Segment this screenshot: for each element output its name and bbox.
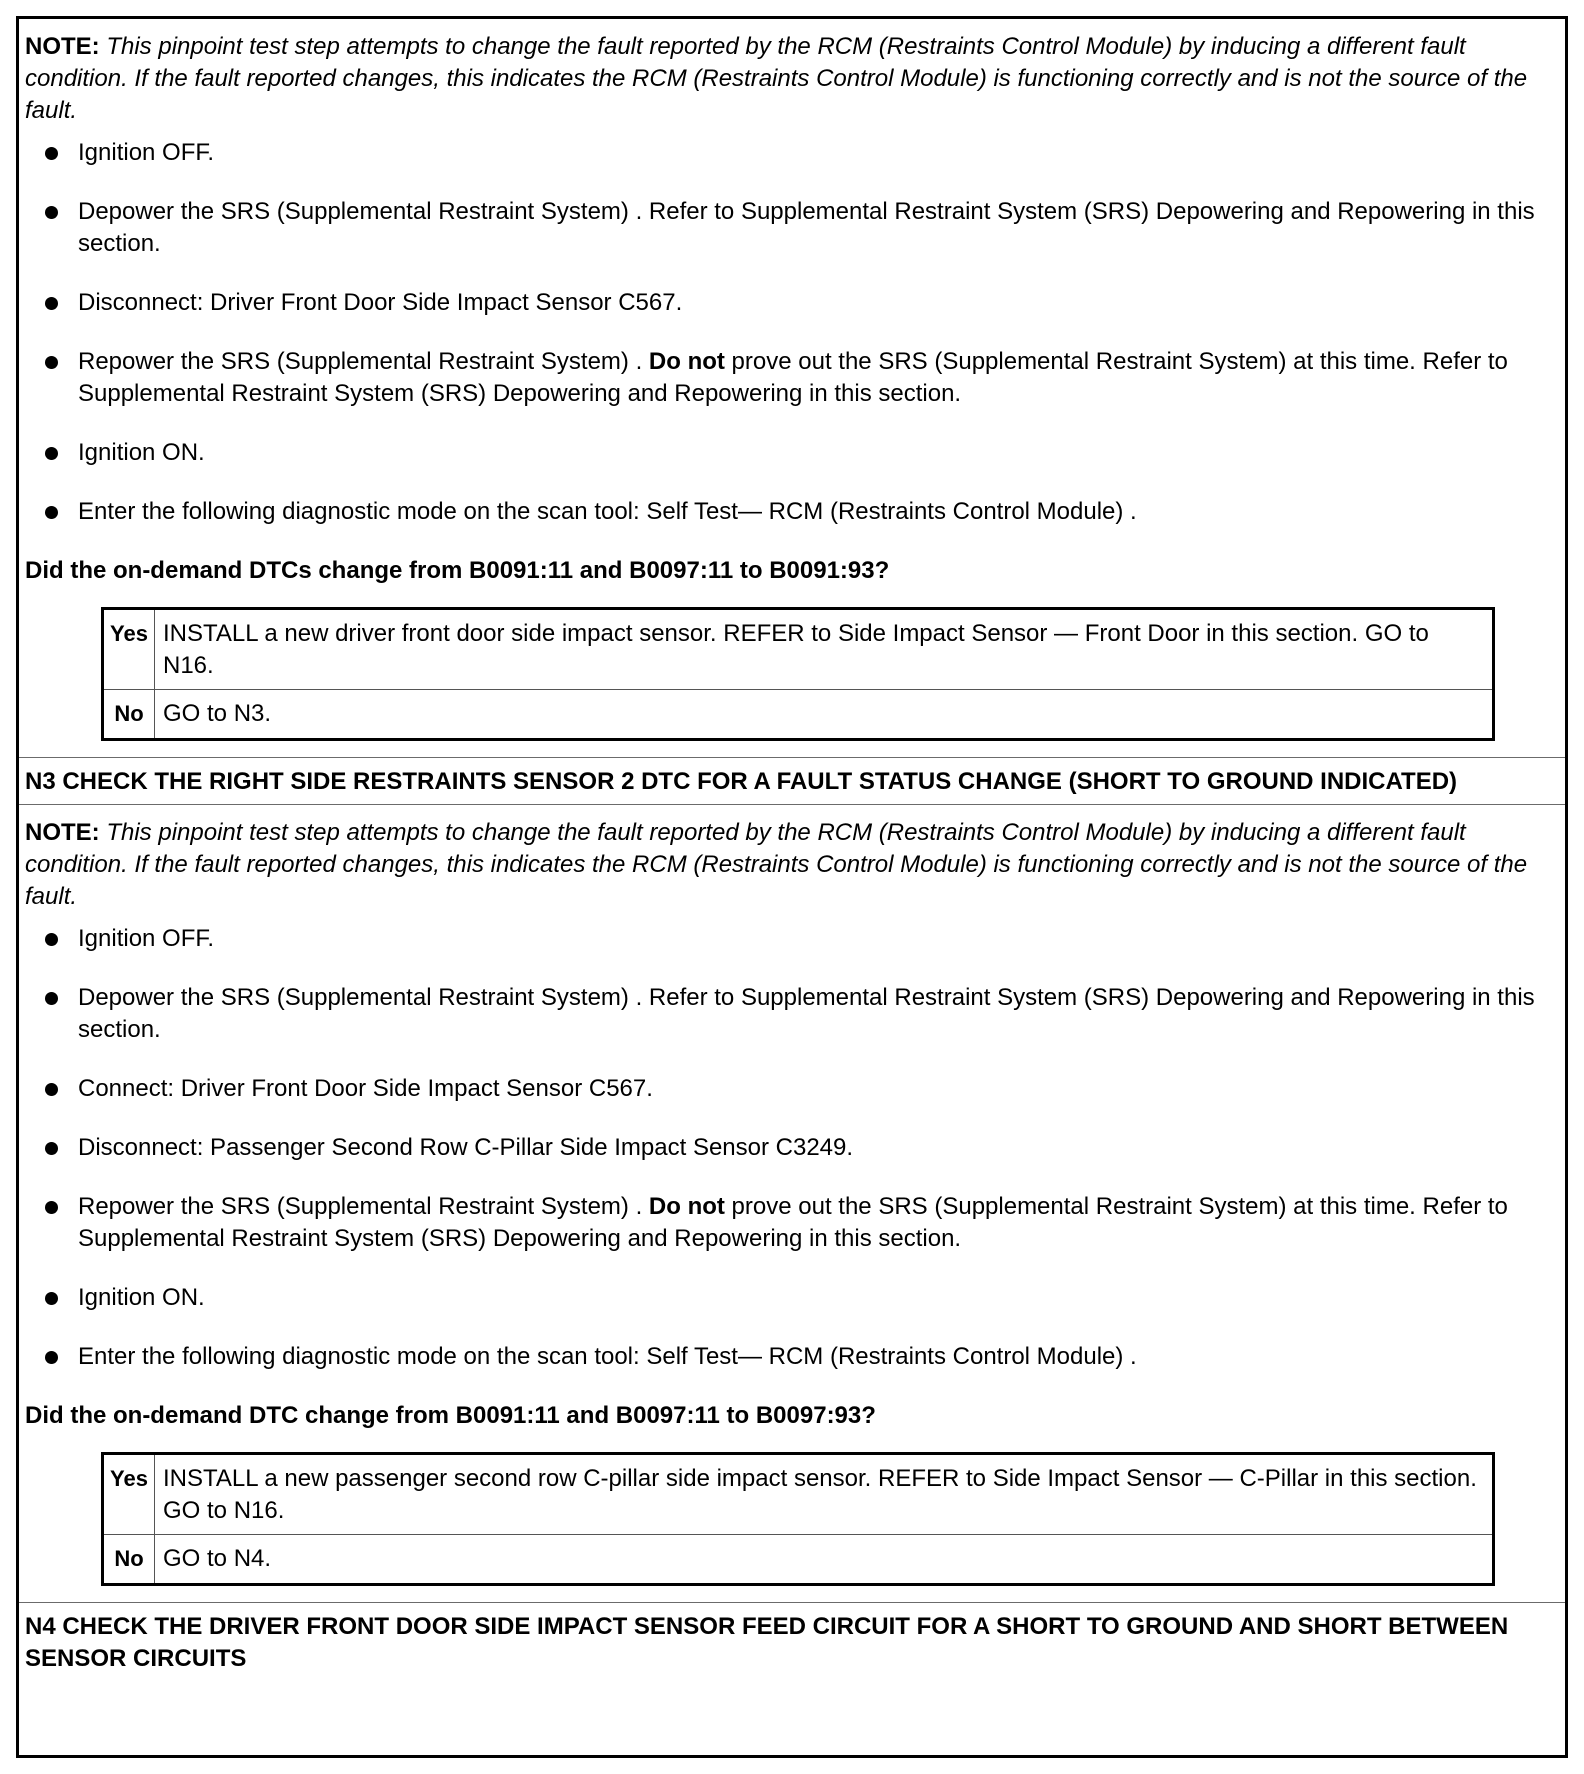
step-body-previous [19,19,1565,758]
yes-action: INSTALL a new driver front door side impact sensor. REFER to Side Impact Sensor — Front Door in this section. GO to N16. [155,609,1494,690]
list-item: Enter the following diagnostic mode on the scan tool: Self Test— RCM (Restraints Control Module) . [25,1341,1555,1373]
list-item: Ignition OFF. [25,137,1555,169]
list-item: Depower the SRS (Supplemental Restraint System) . Refer to Supplemental Restraint System (SRS) Depowering and Repowering in this section. [25,196,1555,260]
step-heading-n3: N3 CHECK THE RIGHT SIDE RESTRAINTS SENSOR 2 DTC FOR A FAULT STATUS CHANGE (SHORT TO GROUND INDICATED) [19,758,1565,805]
list-item: Repower the SRS (Supplemental Restraint System) . Do not prove out the SRS (Supplemental Restraint System) at this time. Refer to Supplemental Restraint System (SRS) Depowering and Repowering in this section. [25,1191,1555,1255]
note-label: NOTE: [25,33,100,60]
yes-label: Yes [103,609,155,690]
yes-no-table [101,1452,1495,1586]
question: Did the on-demand DTCs change from B0091:11 and B0097:11 to B0091:93? [25,557,890,584]
table-row [103,690,1494,740]
bullet-icon [45,933,58,946]
note-text: This pinpoint test step attempts to change the fault reported by the RCM (Restraints Control Module) by inducing a different fault condition. If the fault reported changes, this indicates the RCM (Restraints Control Module) is functioning correctly and is not the source of the fault. [25,33,1528,124]
note-label: NOTE: [25,819,100,846]
bullet-icon [45,206,58,219]
table-row [103,609,1494,690]
list-item: Depower the SRS (Supplemental Restraint System) . Refer to Supplemental Restraint System (SRS) Depowering and Repowering in this section. [25,982,1555,1046]
list-item: Ignition ON. [25,437,1555,469]
table-row [103,1535,1494,1585]
list-item: Ignition OFF. [25,923,1555,955]
bullet-icon [45,147,58,160]
note [25,817,1555,913]
note-text: This pinpoint test step attempts to change the fault reported by the RCM (Restraints Control Module) by inducing a different fault condition. If the fault reported changes, this indicates the RCM (Restraints Control Module) is functioning correctly and is not the source of the fault. [25,819,1528,910]
no-label: No [103,690,155,740]
yes-label: Yes [103,1454,155,1535]
no-action: GO to N3. [155,690,1494,740]
yes-action: INSTALL a new passenger second row C-pillar side impact sensor. REFER to Side Impact Sensor — C-Pillar in this section. GO to N16. [155,1454,1494,1535]
list-item: Repower the SRS (Supplemental Restraint System) . Do not prove out the SRS (Supplemental Restraint System) at this time. Refer to Supplemental Restraint System (SRS) Depowering and Repowering in this section. [25,346,1555,410]
step-list [25,137,1555,528]
no-label: No [103,1535,155,1585]
list-item: Disconnect: Passenger Second Row C-Pillar Side Impact Sensor C3249. [25,1132,1555,1164]
bullet-icon [45,447,58,460]
bullet-icon [45,506,58,519]
bullet-icon [45,1142,58,1155]
bullet-icon [45,1292,58,1305]
no-action: GO to N4. [155,1535,1494,1585]
list-item: Disconnect: Driver Front Door Side Impact Sensor C567. [25,287,1555,319]
step-body-n3 [19,805,1565,1603]
question: Did the on-demand DTC change from B0091:11 and B0097:11 to B0097:93? [25,1402,876,1429]
bullet-icon [45,992,58,1005]
yes-no-table [101,607,1495,741]
list-item: Connect: Driver Front Door Side Impact Sensor C567. [25,1073,1555,1105]
note [25,31,1555,127]
step-list [25,923,1555,1373]
bullet-icon [45,297,58,310]
bullet-icon [45,356,58,369]
step-heading-n4: N4 CHECK THE DRIVER FRONT DOOR SIDE IMPACT SENSOR FEED CIRCUIT FOR A SHORT TO GROUND AND SHORT BETWEEN SENSOR CIRCUITS [25,1613,1509,1672]
procedure-document [16,16,1568,1758]
list-item: Enter the following diagnostic mode on the scan tool: Self Test— RCM (Restraints Control Module) . [25,496,1555,528]
bullet-icon [45,1201,58,1214]
list-item: Ignition ON. [25,1282,1555,1314]
bullet-icon [45,1083,58,1096]
table-row [103,1454,1494,1535]
bullet-icon [45,1351,58,1364]
